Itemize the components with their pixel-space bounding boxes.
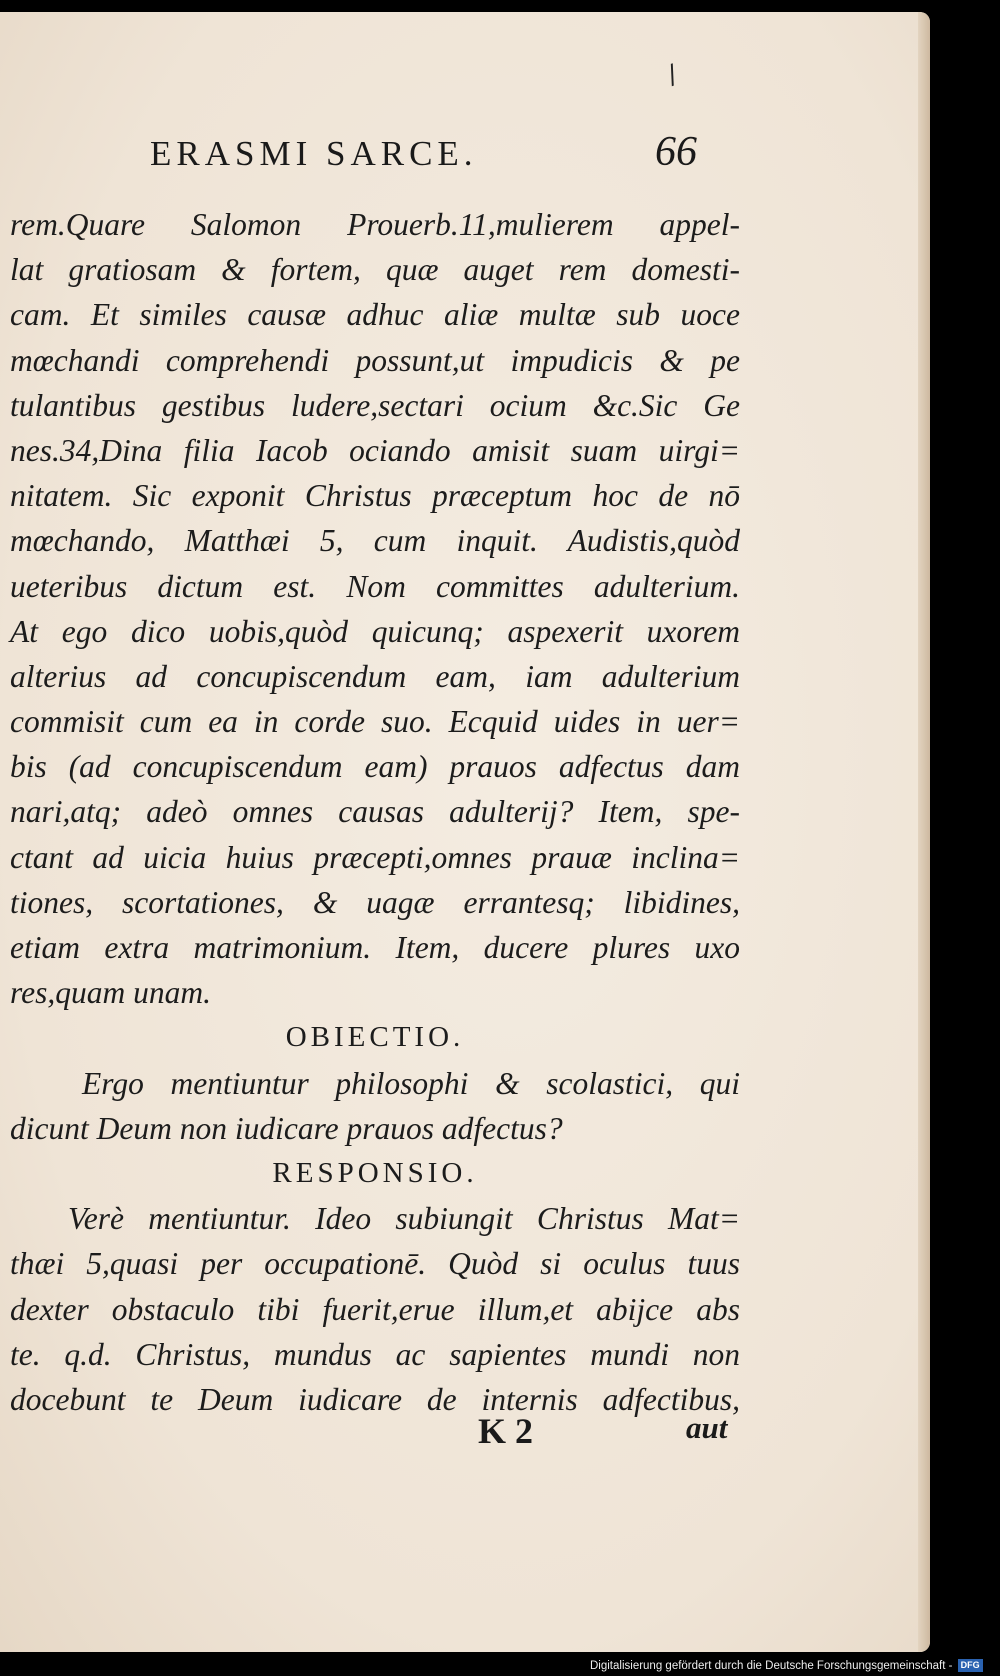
text-line: thæi 5,quasi per occupationē. Quòd si oculus tuus [10,1246,740,1282]
text-line: bis (ad concupiscendum eam) prauos adfectus dam [10,749,740,785]
text-line: mœchando, Matthæi 5, cum inquit. Audistis,quòd [10,523,740,559]
text-line: nes.34,Dina filia Iacob ociando amisit suam uirgi= [10,432,740,468]
catchword: aut [686,1410,728,1445]
credit-text: Digitalisierung gefördert durch die Deutsche Forschungsgemeinschaft - [590,1660,953,1672]
text-line: ueteribus dictum est. Nom committes adulterium. [10,568,740,604]
text-line: res,quam unam. [10,975,211,1011]
text-line: lat gratiosam & fortem, quæ auget rem domesti- [10,252,740,288]
text-line: tulantibus gestibus ludere,sectari ocium &c.Sic Ge [10,387,740,423]
running-head: ERASMI SARCE. [150,134,478,173]
text-line: dicunt Deum non iudicare prauos adfectus? [10,1110,563,1146]
text-line: alterius ad concupiscendum eam, iam adulterium [10,658,740,694]
text-line: dexter obstaculo tibi fuerit,erue illum,et abijce abs [10,1291,740,1327]
signature-mark: K 2 [478,1411,534,1451]
text-line: Verè mentiuntur. Ideo subiungit Christus Mat= [68,1201,740,1237]
text-line: ctant ad uicia huius præcepti,omnes prauæ inclina= [10,839,740,875]
text-line: Ergo mentiuntur philosophi & scolastici, qui [82,1065,740,1101]
dfg-logo: DFG [958,1659,983,1672]
text-line: nitatem. Sic exponit Christus præceptum hoc de nō [10,478,740,514]
margin-mark: / [663,59,682,91]
section-heading-obiectio: OBIECTIO. [285,1021,465,1054]
section-heading-responsio: RESPONSIO. [272,1156,478,1189]
body-text [10,202,740,1422]
page-number: 66 [655,129,697,175]
text-line: etiam extra matrimonium. Item, ducere plures uxo [10,930,740,965]
text-line: te. q.d. Christus, mundus ac sapientes mundi non [10,1336,740,1372]
text-line: commisit cum ea in corde suo. Ecquid uides in uer= [10,704,740,740]
text-line: At ego dico uobis,quòd quicunq; aspexerit uxorem [10,613,740,649]
text-line: cam. Et similes causæ adhuc aliæ multæ sub uoce [10,297,740,333]
text-line: mœchandi comprehendi possunt,ut impudicis & pe [10,342,740,378]
page-edge-shadow [918,12,930,1652]
book-page [0,12,930,1652]
text-line: tiones, scortationes, & uagæ errantesq; libidines, [10,884,740,920]
text-line: docebunt te Deum iudicare de internis adfectibus, [10,1381,740,1417]
digitization-credit [590,1656,1000,1676]
text-line: nari,atq; adeò omnes causas adulterij? Item, spe- [10,794,740,830]
text-line: rem.Quare Salomon Prouerb.11,mulierem appel- [10,207,740,242]
